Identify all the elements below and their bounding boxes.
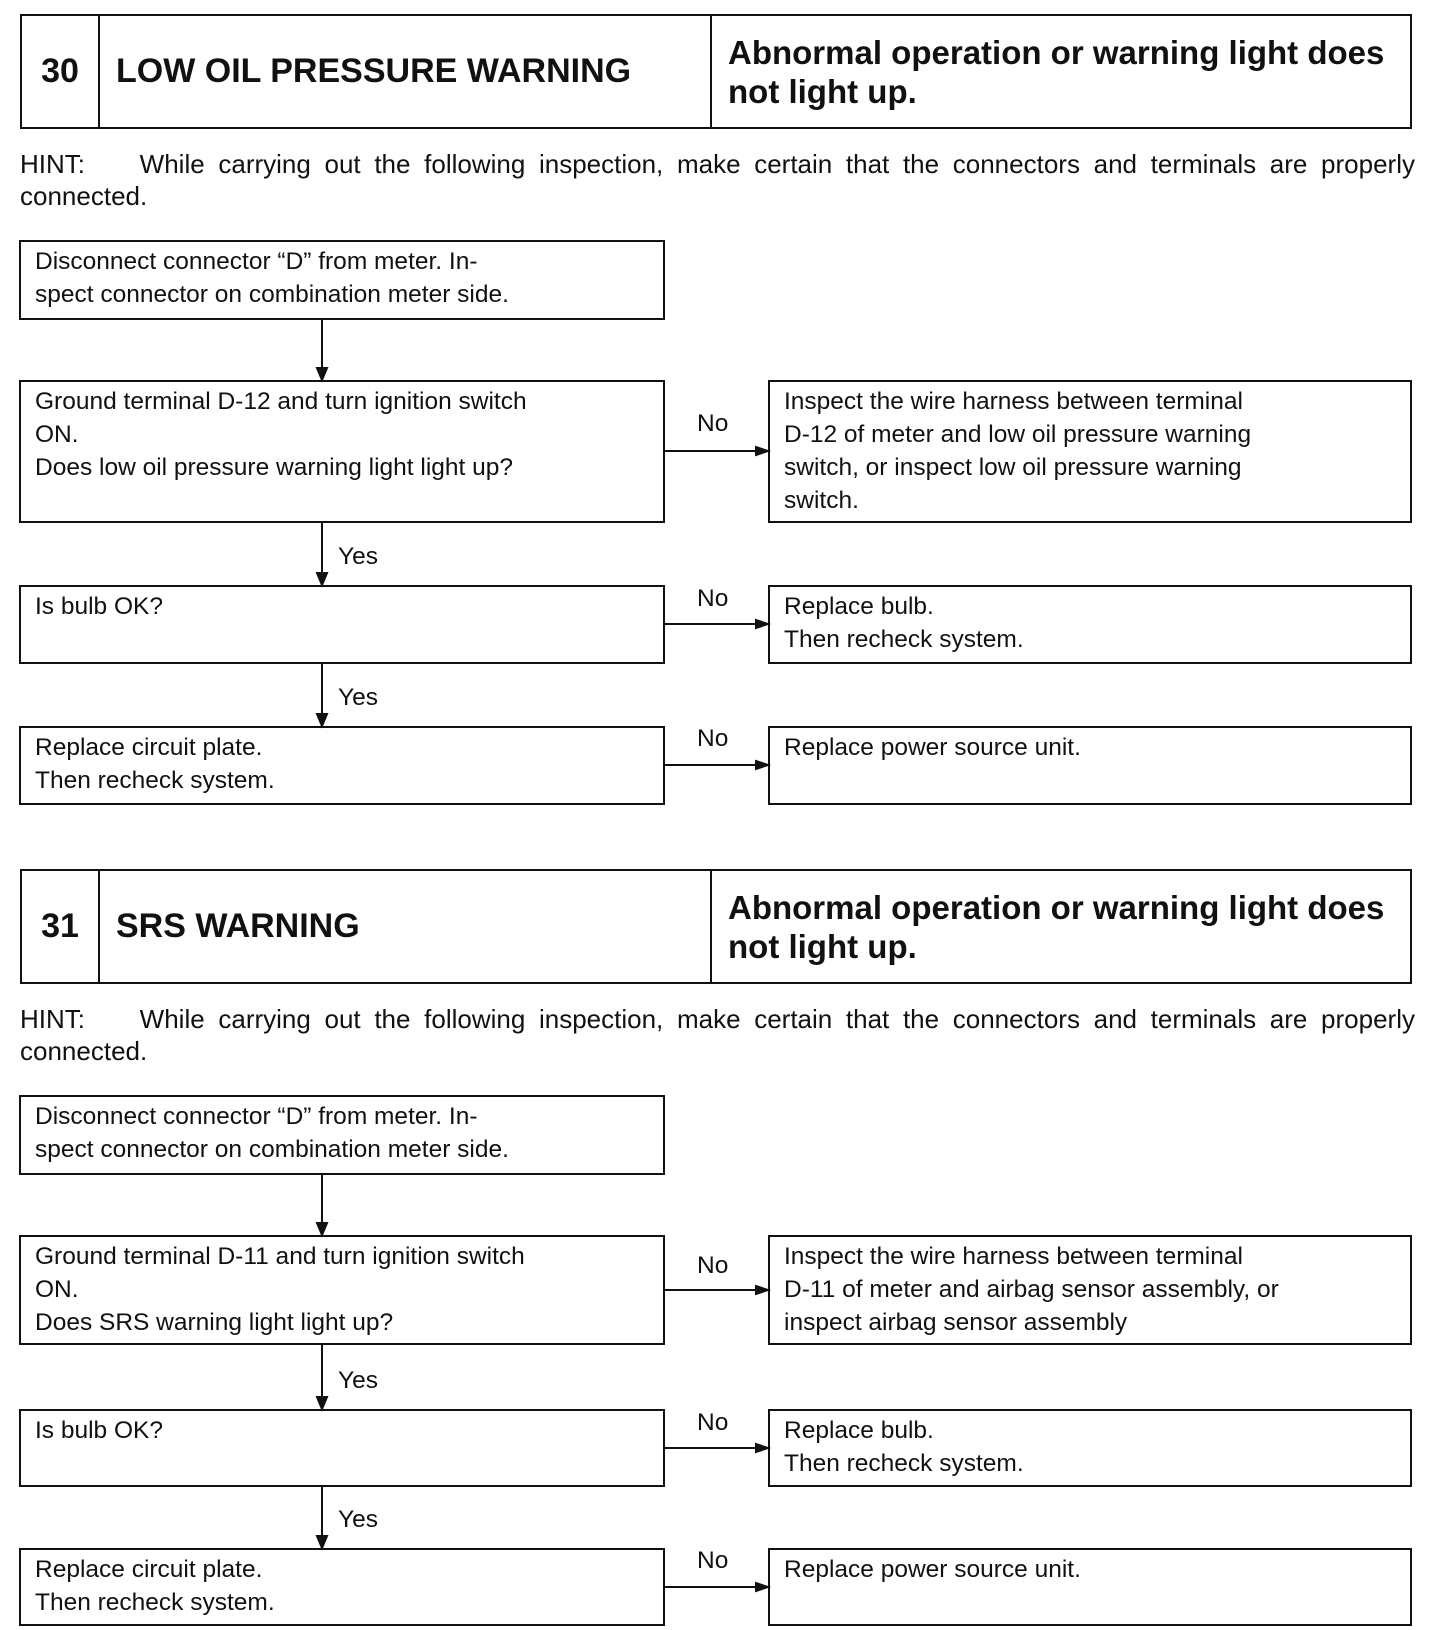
step-replace-bulb: Replace bulb. Then recheck system.: [768, 1409, 1412, 1487]
section-condition: Abnormal operation or warning light does not light up.: [728, 888, 1385, 965]
hint-text: HINT: While carrying out the following inspection, make certain that the connectors and terminals are properly connected.: [20, 1004, 1415, 1066]
step-replace-circuit-plate: Replace circuit plate. Then recheck system.: [19, 726, 665, 805]
step-replace-power-source: Replace power source unit.: [768, 726, 1412, 805]
step-replace-circuit-plate: Replace circuit plate. Then recheck system.: [19, 1548, 665, 1626]
step-replace-power-source: Replace power source unit.: [768, 1548, 1412, 1626]
step-disconnect-connector: Disconnect connector “D” from meter. In- spect connector on combination meter side.: [19, 240, 665, 320]
step-inspect-wire-harness: Inspect the wire harness between terminal D-11 of meter and airbag sensor assembly, or inspect airbag sensor assembly: [768, 1235, 1412, 1345]
section-title: SRS WARNING: [100, 871, 712, 982]
no-label: No: [697, 1409, 729, 1436]
step-disconnect-connector: Disconnect connector “D” from meter. In- spect connector on combination meter side.: [19, 1095, 665, 1175]
step-ground-terminal: Ground terminal D-11 and turn ignition switch ON. Does SRS warning light light up?: [19, 1235, 665, 1345]
no-label: No: [697, 1547, 729, 1574]
step-bulb-check: Is bulb OK?: [19, 585, 665, 664]
section-condition: Abnormal operation or warning light does not light up.: [728, 33, 1385, 110]
hint-text: HINT: While carrying out the following inspection, make certain that the connectors and terminals are properly connected.: [20, 149, 1415, 211]
yes-label: Yes: [338, 684, 378, 711]
no-label: No: [697, 410, 729, 437]
no-label: No: [697, 585, 729, 612]
section-number: 30: [22, 16, 100, 127]
no-label: No: [697, 1252, 729, 1279]
yes-label: Yes: [338, 1367, 378, 1394]
step-ground-terminal: Ground terminal D-12 and turn ignition switch ON. Does low oil pressure warning light light up?: [19, 380, 665, 523]
no-label: No: [697, 725, 729, 752]
yes-label: Yes: [338, 1506, 378, 1533]
yes-label: Yes: [338, 543, 378, 570]
section-title: LOW OIL PRESSURE WARNING: [100, 16, 712, 127]
step-replace-bulb: Replace bulb. Then recheck system.: [768, 585, 1412, 664]
step-inspect-wire-harness: Inspect the wire harness between terminal D-12 of meter and low oil pressure warning switch, or inspect low oil pressure warning switch.: [768, 380, 1412, 523]
section-number: 31: [22, 871, 100, 982]
step-bulb-check: Is bulb OK?: [19, 1409, 665, 1487]
